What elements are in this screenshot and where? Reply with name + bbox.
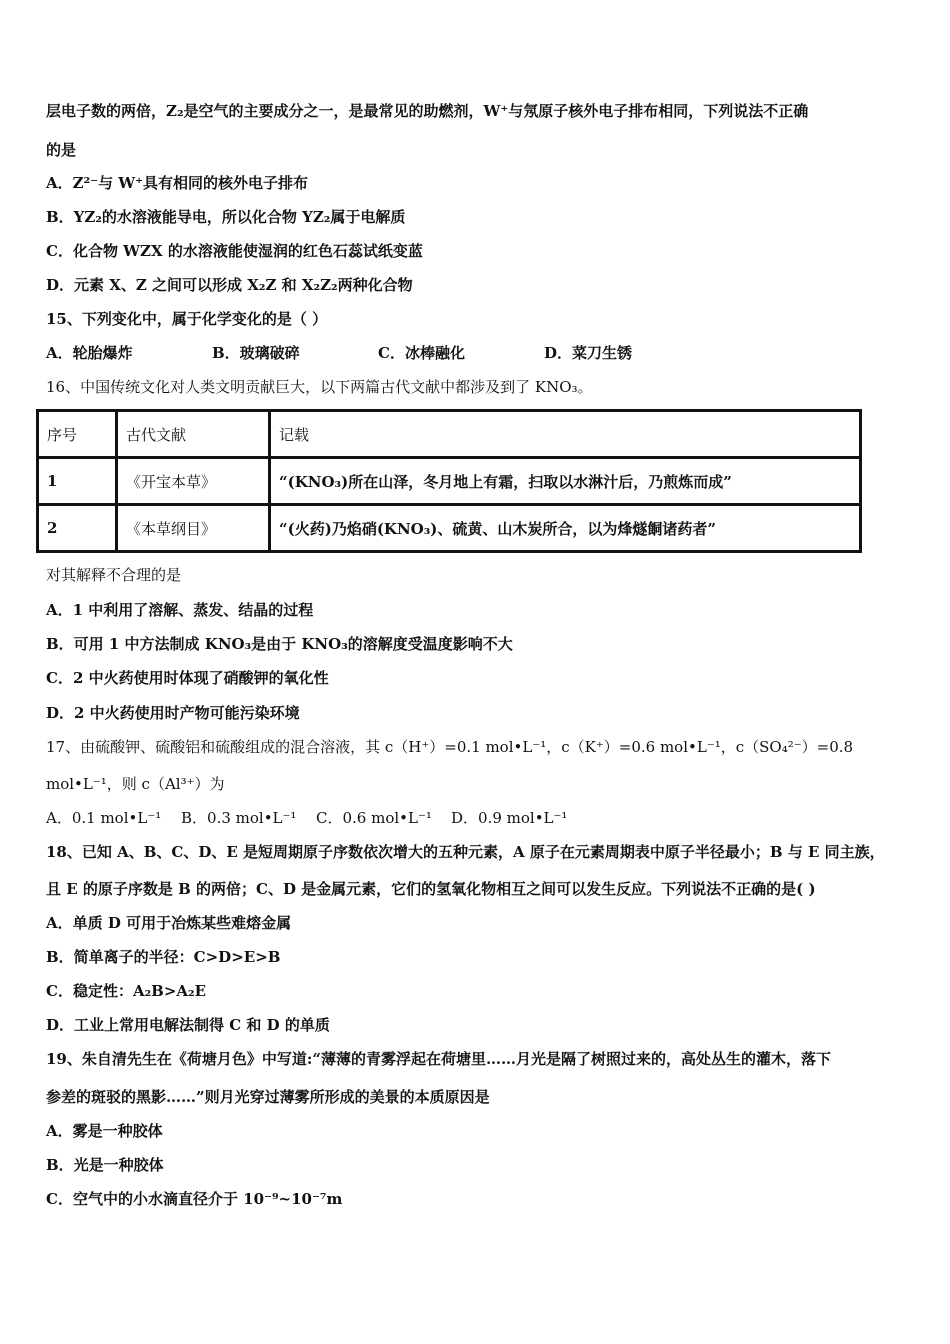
table-cell: “(火药)乃焰硝(KNO₃)、硫黄、山木炭所合，以为烽燧餇诸药者” [270, 505, 861, 552]
q15-option-c: C．冰棒融化 [378, 344, 465, 362]
q14-option-c: C．化合物 WZX 的水溶液能使湿润的红色石蕊试纸变蓝 [46, 242, 423, 260]
table-header-cell: 记载 [270, 411, 861, 458]
q19-option-c: C．空气中的小水滴直径介于 10⁻⁹~10⁻⁷m [46, 1190, 343, 1208]
q16-table [36, 409, 862, 553]
table-cell: “(KNO₃)所在山泽，冬月地上有霜，扫取以水淋汁后，乃煎炼而成” [270, 458, 861, 505]
q16-option-d: D．2 中火药使用时产物可能污染环境 [46, 704, 300, 722]
q15-option-d: D．菜刀生锈 [544, 344, 633, 362]
q15-stem: 15、下列变化中，属于化学变化的是（ ） [46, 310, 328, 328]
q16-option-c: C．2 中火药使用时体现了硝酸钾的氧化性 [46, 669, 329, 687]
q16-option-b: B．可用 1 中方法制成 KNO₃是由于 KNO₃的溶解度受温度影响不大 [46, 635, 513, 653]
q14-option-a: A．Z²⁻与 W⁺具有相同的核外电子排布 [46, 174, 309, 192]
q18-option-a: A．单质 D 可用于冶炼某些难熔金属 [46, 914, 292, 932]
table-row [38, 505, 861, 552]
q17-options [46, 808, 920, 828]
q16-stem: 16、中国传统文化对人类文明贡献巨大，以下两篇古代文献中都涉及到了 KNO₃。 [46, 378, 593, 396]
q18-option-b: B．简单离子的半径：C>D>E>B [46, 948, 281, 966]
q18-stem-line2: 且 E 的原子序数是 B 的两倍；C、D 是金属元素，它们的氢氧化物相互之间可以发生反应。下列说法不正确的是( ) [46, 880, 816, 898]
q15-options [46, 343, 920, 363]
q14-stem-line1: 层电子数的两倍，Z₂是空气的主要成分之一，是最常见的助燃剂，W⁺与氖原子核外电子排布相同，下列说法不正确 [46, 102, 809, 120]
q17-option-a: A．0.1 mol•L⁻¹ [46, 809, 162, 827]
q18-option-c: C．稳定性：A₂B>A₂E [46, 982, 207, 1000]
q14-option-b: B．YZ₂的水溶液能导电，所以化合物 YZ₂属于电解质 [46, 208, 406, 226]
table-header-row [38, 411, 861, 458]
table-header-cell: 古代文献 [117, 411, 270, 458]
q19-stem-line1: 19、朱自清先生在《荷塘月色》中写道:“薄薄的青雾浮起在荷塘里……月光是隔了树照过来的，高处丛生的灌木，落下 [46, 1050, 832, 1068]
q14-stem-line2: 的是 [46, 141, 77, 159]
q17-option-c: C．0.6 mol•L⁻¹ [316, 809, 432, 827]
q15-option-b: B．玻璃破碎 [212, 344, 300, 362]
q15-option-a: A．轮胎爆炸 [46, 344, 133, 362]
table-cell: 1 [38, 458, 117, 505]
q17-option-d: D．0.9 mol•L⁻¹ [451, 809, 568, 827]
q19-stem-line2: 参差的斑驳的黑影……”则月光穿过薄雾所形成的美景的本质原因是 [46, 1088, 490, 1106]
table-cell: 2 [38, 505, 117, 552]
q17-stem-line2: mol•L⁻¹，则 c（Al³⁺）为 [46, 775, 225, 793]
q19-option-a: A．雾是一种胶体 [46, 1122, 163, 1140]
q18-stem-line1: 18、已知 A、B、C、D、E 是短周期原子序数依次增大的五种元素，A 原子在元素周期表中原子半径最小；B 与 E 同主族， [46, 843, 885, 861]
table-cell: 《本草纲目》 [117, 505, 270, 552]
q17-option-b: B．0.3 mol•L⁻¹ [181, 809, 297, 827]
q18-option-d: D．工业上常用电解法制得 C 和 D 的单质 [46, 1016, 330, 1034]
q19-option-b: B．光是一种胶体 [46, 1156, 164, 1174]
q16-prompt: 对其解释不合理的是 [46, 566, 182, 584]
table-cell: 《开宝本草》 [117, 458, 270, 505]
table-row [38, 458, 861, 505]
q17-stem-line1: 17、由硫酸钾、硫酸铝和硫酸组成的混合溶液，其 c（H⁺）=0.1 mol•L⁻¹，c（K⁺）=0.6 mol•L⁻¹，c（SO₄²⁻）=0.8 [46, 738, 854, 756]
q14-option-d: D．元素 X、Z 之间可以形成 X₂Z 和 X₂Z₂两种化合物 [46, 276, 413, 294]
table-header-cell: 序号 [38, 411, 117, 458]
q16-option-a: A．1 中利用了溶解、蒸发、结晶的过程 [46, 601, 314, 619]
